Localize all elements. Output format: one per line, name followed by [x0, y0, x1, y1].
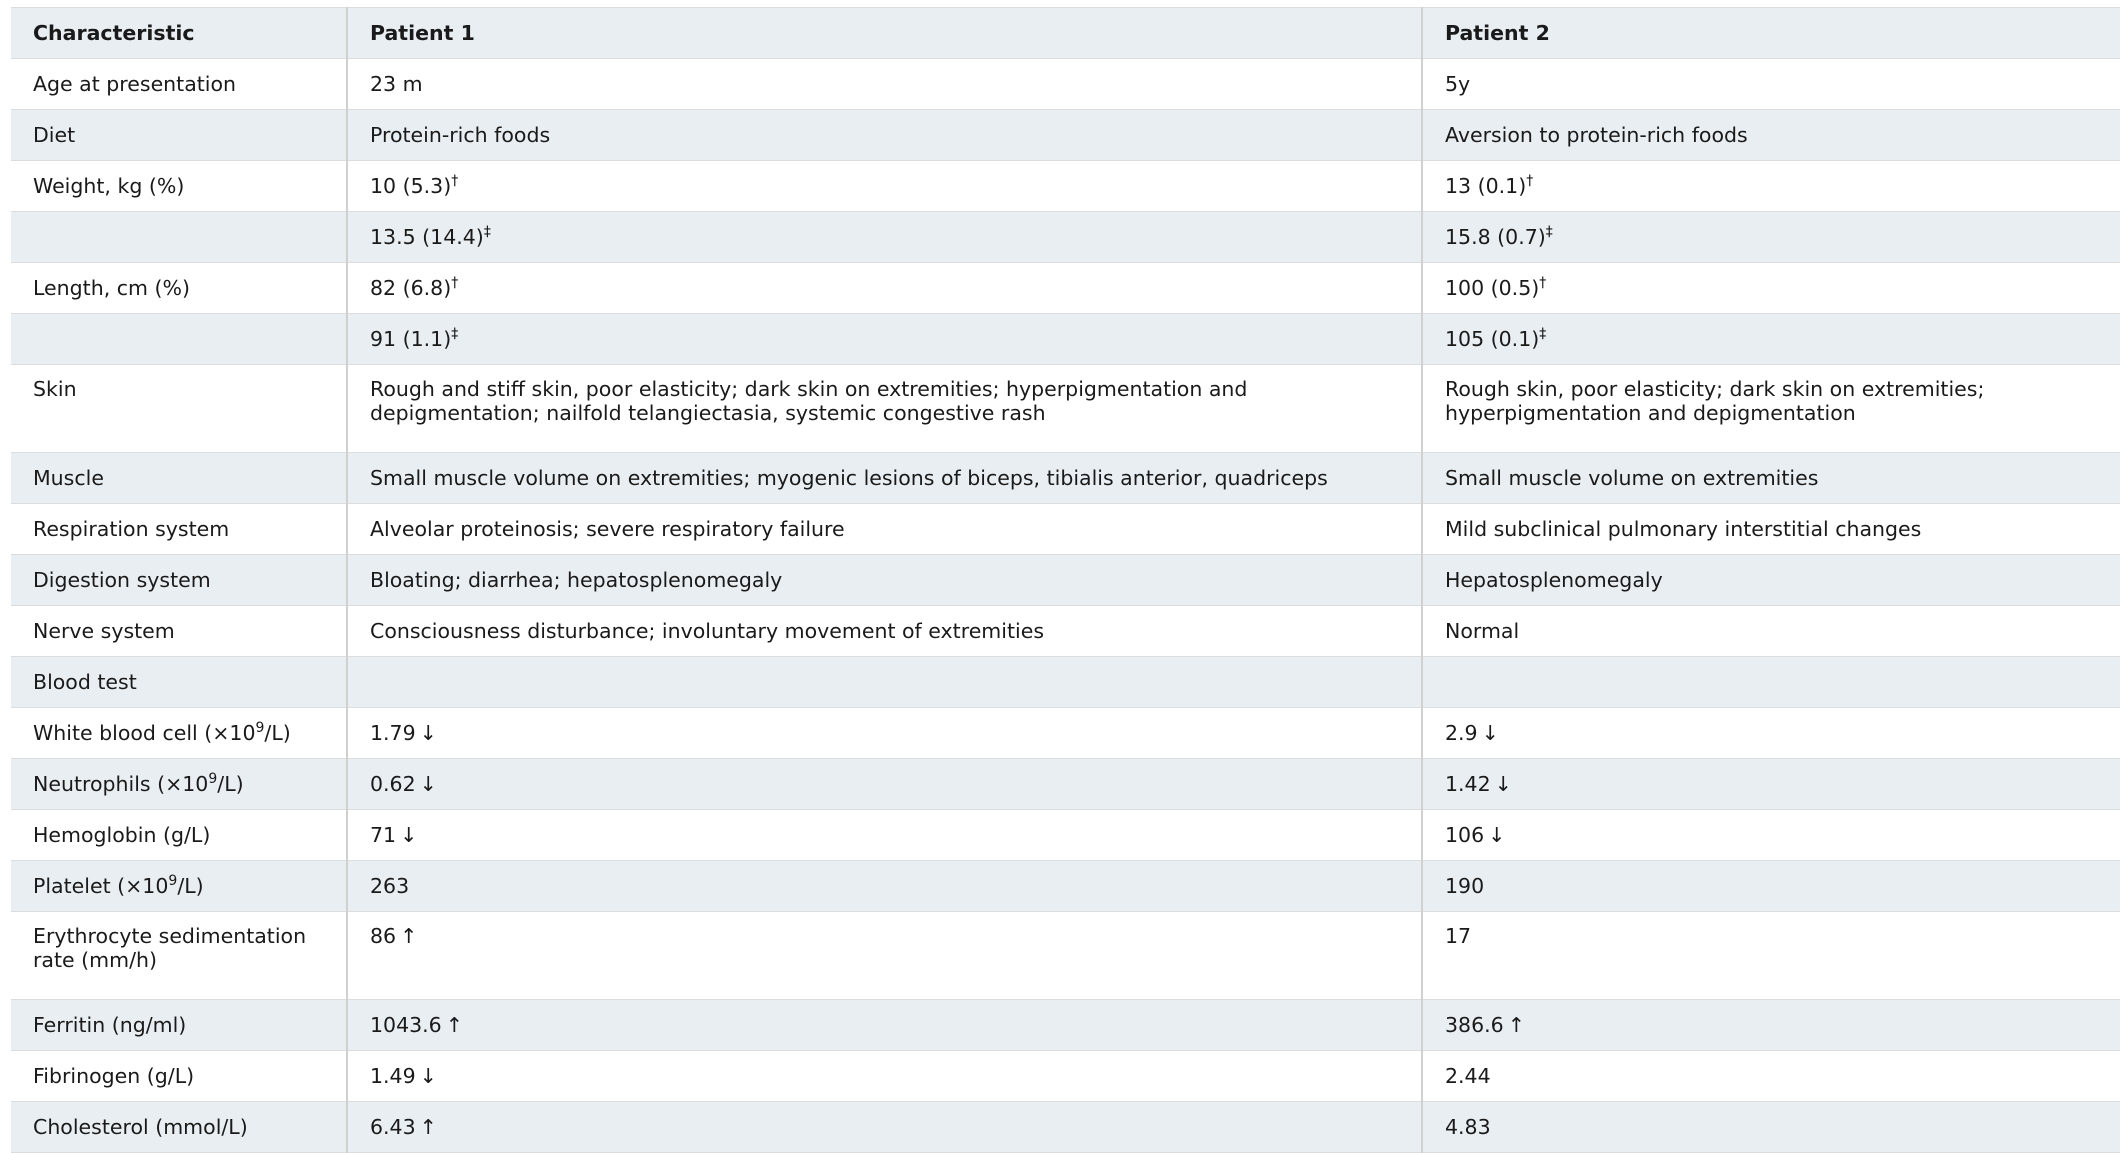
arrow-up-icon: ↑: [419, 1115, 437, 1139]
table-row: [11, 453, 2120, 504]
patient-1-value: Protein-rich foods: [347, 110, 1422, 161]
arrow-down-icon: ↓: [419, 721, 437, 745]
value-text: 1.79: [370, 721, 416, 745]
value-text: 82 (6.8): [370, 276, 452, 300]
table-row: [11, 110, 2120, 161]
table-row: [11, 365, 2120, 453]
patient-1-value: 23 m: [347, 59, 1422, 110]
table-row: [11, 606, 2120, 657]
patient-2-value: 190: [1422, 861, 2120, 912]
value-text: 105 (0.1): [1445, 327, 1540, 351]
value-text: 386.6: [1445, 1013, 1504, 1037]
value-text: 71: [370, 823, 397, 847]
table-row: [11, 555, 2120, 606]
row-label: Muscle: [11, 453, 347, 504]
patient-2-value: [1422, 212, 2120, 263]
patient-2-value: [1422, 708, 2120, 759]
value-text: 1.42: [1445, 772, 1491, 796]
footnote-marker: ‡: [1545, 224, 1553, 241]
patient-2-value: Hepatosplenomegaly: [1422, 555, 2120, 606]
arrow-down-icon: ↓: [1488, 823, 1506, 847]
arrow-up-icon: ↑: [1507, 1013, 1525, 1037]
footnote-marker: ‡: [451, 326, 459, 343]
patient-1-value: [347, 212, 1422, 263]
patient-1-value: Small muscle volume on extremities; myogenic lesions of biceps, tibialis anterior, quadriceps: [347, 453, 1422, 504]
value-text: 106: [1445, 823, 1485, 847]
patient-1-value: [347, 759, 1422, 810]
footnote-marker: ‡: [1539, 326, 1547, 343]
table-row: [11, 708, 2120, 759]
row-label: Digestion system: [11, 555, 347, 606]
row-label: Skin: [11, 365, 347, 453]
table-header-row: [11, 8, 2120, 59]
footnote-marker: †: [1526, 173, 1534, 190]
value-text: 6.43: [370, 1115, 416, 1139]
patient-1-value: [347, 708, 1422, 759]
label-unit: /L): [177, 874, 204, 898]
patient-1-value: [347, 161, 1422, 212]
row-label: [11, 861, 347, 912]
row-label: [11, 212, 347, 263]
value-text: 15.8 (0.7): [1445, 225, 1546, 249]
value-text: 13 (0.1): [1445, 174, 1527, 198]
row-label: Ferritin (ng/ml): [11, 1000, 347, 1051]
patient-2-value: Normal: [1422, 606, 2120, 657]
patient-1-value: 263: [347, 861, 1422, 912]
exponent: 9: [255, 720, 265, 737]
row-label: Nerve system: [11, 606, 347, 657]
row-label: [11, 314, 347, 365]
table-section-row: [11, 657, 2120, 708]
arrow-up-icon: ↑: [445, 1013, 463, 1037]
patient-2-value: 4.83: [1422, 1102, 2120, 1153]
header-patient-2: Patient 2: [1422, 8, 2120, 59]
arrow-down-icon: ↓: [400, 823, 418, 847]
row-label: Hemoglobin (g/L): [11, 810, 347, 861]
arrow-up-icon: ↑: [400, 924, 418, 948]
row-label: Blood test: [11, 657, 347, 708]
patient-1-value: Alveolar proteinosis; severe respiratory failure: [347, 504, 1422, 555]
header-characteristic: Characteristic: [11, 8, 347, 59]
footnote-marker: †: [451, 275, 459, 292]
patient-2-value: Small muscle volume on extremities: [1422, 453, 2120, 504]
patient-2-value: [1422, 263, 2120, 314]
patient-2-value: [1422, 1000, 2120, 1051]
patient-1-value: [347, 263, 1422, 314]
patient-2-value: [1422, 657, 2120, 708]
patient-2-value: Mild subclinical pulmonary interstitial changes: [1422, 504, 2120, 555]
arrow-down-icon: ↓: [1494, 772, 1512, 796]
row-label: Cholesterol (mmol/L): [11, 1102, 347, 1153]
patient-1-value: Bloating; diarrhea; hepatosplenomegaly: [347, 555, 1422, 606]
patient-1-value: [347, 912, 1422, 1000]
table-row: [11, 314, 2120, 365]
patient-2-value: [1422, 759, 2120, 810]
row-label: Age at presentation: [11, 59, 347, 110]
row-label: [11, 759, 347, 810]
value-text: 2.9: [1445, 721, 1478, 745]
patient-2-value: Rough skin, poor elasticity; dark skin on extremities; hyperpigmentation and depigmentation: [1422, 365, 2120, 453]
patient-1-value: [347, 1000, 1422, 1051]
label-unit: /L): [264, 721, 291, 745]
patient-2-value: [1422, 161, 2120, 212]
patient-1-value: [347, 314, 1422, 365]
patient-1-value: [347, 810, 1422, 861]
value-text: 86: [370, 924, 397, 948]
table-row: [11, 161, 2120, 212]
row-label: Fibrinogen (g/L): [11, 1051, 347, 1102]
patient-1-value: [347, 657, 1422, 708]
table-row: [11, 212, 2120, 263]
row-label: Respiration system: [11, 504, 347, 555]
table-row: [11, 1051, 2120, 1102]
patient-2-value: 2.44: [1422, 1051, 2120, 1102]
arrow-down-icon: ↓: [419, 772, 437, 796]
value-text: 10 (5.3): [370, 174, 452, 198]
patient-2-value: Aversion to protein-rich foods: [1422, 110, 2120, 161]
footnote-marker: †: [451, 173, 459, 190]
table-row: [11, 59, 2120, 110]
patient-1-value: [347, 1102, 1422, 1153]
patient-1-value: [347, 1051, 1422, 1102]
header-patient-1: Patient 1: [347, 8, 1422, 59]
value-text: 0.62: [370, 772, 416, 796]
row-label: Erythrocyte sedimentation rate (mm/h): [11, 912, 347, 1000]
row-label: Length, cm (%): [11, 263, 347, 314]
label-text: Neutrophils (×10: [33, 772, 209, 796]
value-text: 1.49: [370, 1064, 416, 1088]
arrow-down-icon: ↓: [419, 1064, 437, 1088]
patient-1-value: Rough and stiff skin, poor elasticity; dark skin on extremities; hyperpigmentation and depigmentation; nailfold telangiectasia, systemic congestive rash: [347, 365, 1422, 453]
footnote-marker: †: [1539, 275, 1547, 292]
label-text: Platelet (×10: [33, 874, 169, 898]
value-text: 13.5 (14.4): [370, 225, 484, 249]
patient-2-value: [1422, 810, 2120, 861]
exponent: 9: [208, 771, 218, 788]
patient-2-value: 5y: [1422, 59, 2120, 110]
clinical-characteristics-table-container: [11, 7, 2120, 1153]
patient-2-value: [1422, 314, 2120, 365]
table-row: [11, 263, 2120, 314]
row-label: Weight, kg (%): [11, 161, 347, 212]
table-row: [11, 759, 2120, 810]
clinical-characteristics-table: [11, 7, 2120, 1153]
patient-2-value: 17: [1422, 912, 2120, 1000]
label-unit: /L): [217, 772, 244, 796]
row-label: [11, 708, 347, 759]
footnote-marker: ‡: [483, 224, 491, 241]
row-label: Diet: [11, 110, 347, 161]
arrow-down-icon: ↓: [1481, 721, 1499, 745]
value-text: 91 (1.1): [370, 327, 452, 351]
label-text: White blood cell (×10: [33, 721, 256, 745]
value-text: 1043.6: [370, 1013, 442, 1037]
table-row: [11, 1000, 2120, 1051]
table-row: [11, 810, 2120, 861]
value-text: 100 (0.5): [1445, 276, 1540, 300]
table-row: [11, 1102, 2120, 1153]
table-row: [11, 861, 2120, 912]
table-row: [11, 912, 2120, 1000]
exponent: 9: [168, 873, 178, 890]
table-row: [11, 504, 2120, 555]
patient-1-value: Consciousness disturbance; involuntary movement of extremities: [347, 606, 1422, 657]
